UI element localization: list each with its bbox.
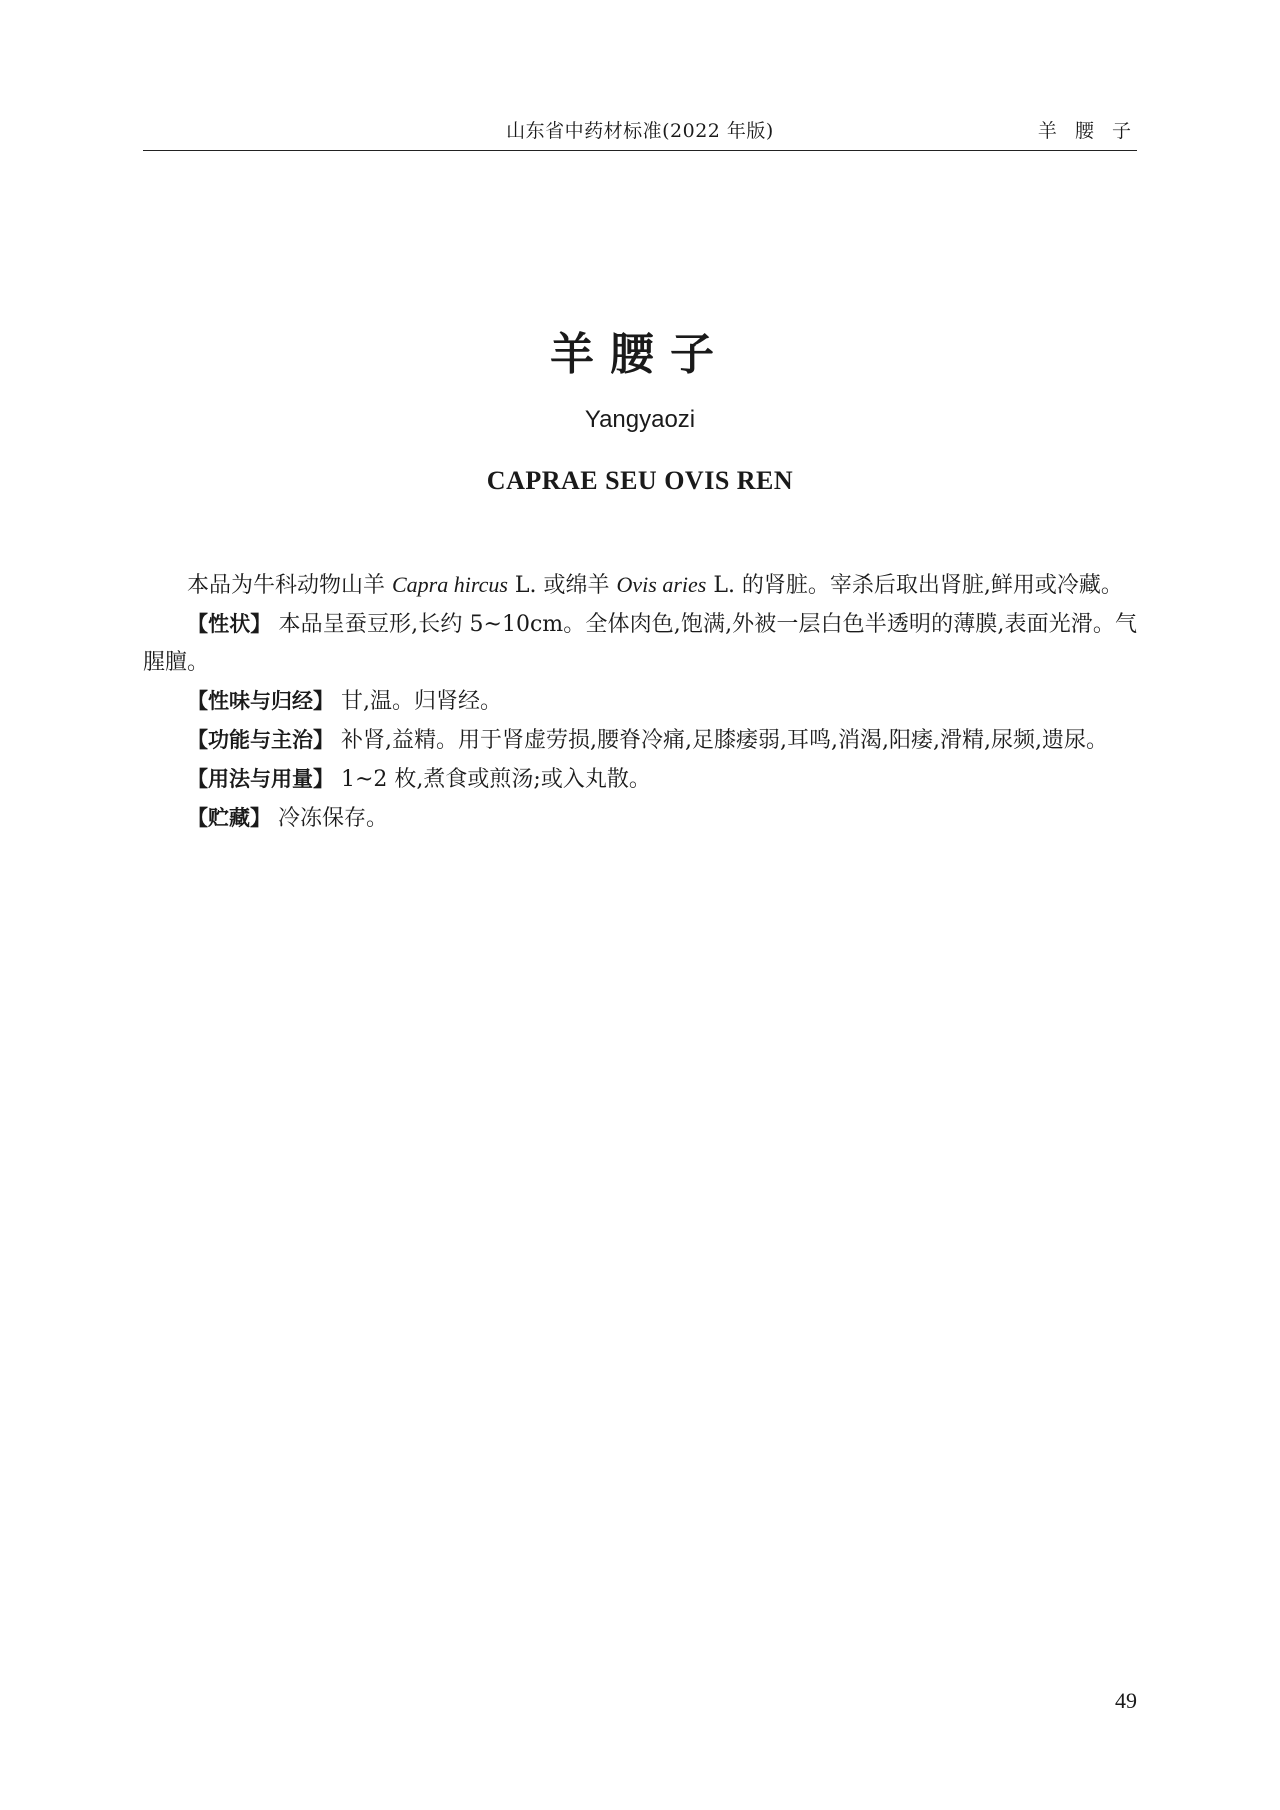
section-label: 【功能与主治】	[187, 728, 334, 752]
section-label: 【贮藏】	[187, 806, 271, 830]
section-usage-dosage	[143, 760, 1137, 799]
section-label: 【用法与用量】	[187, 767, 334, 791]
section-label: 【性味与归经】	[187, 689, 334, 713]
entry-latin-name: CAPRAE SEU OVIS REN	[486, 466, 794, 495]
intro-text-3: L. 的肾脏。宰杀后取出肾脏,鲜用或冷藏。	[706, 573, 1123, 598]
book-title: 山东省中药材标准(2022 年版)	[506, 120, 774, 142]
section-label: 【性状】	[187, 612, 272, 636]
section-storage	[143, 799, 1137, 838]
section-description	[143, 605, 1137, 682]
section-text: 1~2 枚,煮食或煎汤;或入丸散。	[341, 767, 651, 792]
entry-body	[143, 566, 1137, 838]
page-number: 49	[1115, 1688, 1137, 1713]
running-header	[143, 108, 1137, 148]
entry-pinyin: Yangyaozi	[584, 406, 696, 433]
species-name-2: Ovis aries	[616, 572, 707, 597]
section-text: 本品呈蚕豆形,长约 5~10cm。全体肉色,饱满,外被一层白色半透明的薄膜,表面光滑。气腥膻。	[143, 612, 1138, 675]
section-text: 甘,温。归肾经。	[341, 689, 502, 714]
intro-text-2: L. 或绵羊	[507, 573, 617, 598]
section-text: 补肾,益精。用于肾虚劳损,腰脊冷痛,足膝痿弱,耳鸣,消渴,阳痿,滑精,尿频,遗尿。	[341, 728, 1108, 753]
section-nature-meridian	[143, 682, 1137, 721]
entry-title: 羊腰子	[550, 329, 730, 380]
intro-text-1: 本品为牛科动物山羊	[187, 573, 392, 598]
species-name-1: Capra hircus	[392, 572, 508, 597]
section-text: 冷冻保存。	[278, 806, 389, 831]
entry-name-header: 羊 腰 子	[1037, 120, 1137, 142]
section-function-indication	[143, 721, 1137, 760]
intro-paragraph	[143, 566, 1137, 605]
header-divider	[143, 150, 1137, 151]
